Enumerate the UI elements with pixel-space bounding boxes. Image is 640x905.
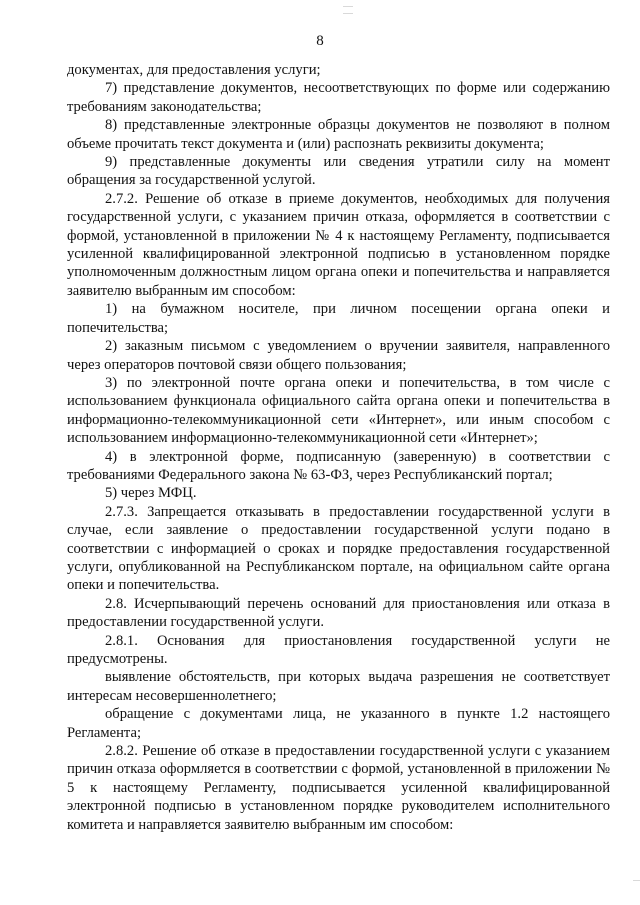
paragraph-continuation: документах, для предоставления услуги; (67, 62, 321, 78)
section-2-8-1: 2.8.1. Основания для приостановления государственной услуги не предусмотрены. (67, 632, 610, 667)
scan-mark-top-2 (343, 13, 353, 14)
section-2-7-3: 2.7.3. Запрещается отказывать в предоставлении государственной услуги в случае, если заявление о предоставлении государственной услуги подано в соответствии с информацией о сроках и порядке предоставления государственной услуги, опубликованной на Республиканском портале, на официальном сайте органа опеки и попечительства. (67, 503, 610, 594)
document-body (67, 61, 610, 834)
page-number: 8 (316, 33, 324, 49)
section-2-7-2: 2.7.2. Решение об отказе в приеме документов, необходимых для получения государственной услуги, с указанием причин отказа, оформляется в соответствии с формой, установленной в приложении № 4 к настоящему Регламенту, подписывается усиленной квалифицированной электронной подписью в установленном порядке уполномоченным должностным лицом органа опеки и попечительства и направляется заявителю выбранным им способом: (67, 190, 610, 299)
ground-item-2: обращение с документами лица, не указанного в пункте 1.2 настоящего Регламента; (67, 706, 610, 741)
list-item-8: 8) представленные электронные образцы документов не позволяют в полном объеме прочитать текст документа и (или) распознать реквизиты документа; (67, 117, 610, 152)
method-item-4: 4) в электронной форме, подписанную (заверенную) в соответствии с требованиями Федерального закона № 63-ФЗ, через Республиканский портал; (67, 448, 610, 483)
scan-mark-right (633, 880, 640, 881)
section-2-8: 2.8. Исчерпывающий перечень оснований для приостановления или отказа в предоставлении государственной услуги. (67, 595, 610, 631)
section-2-8-2: 2.8.2. Решение об отказе в предоставлении государственной услуги с указанием причин отказа оформляется в соответствии с формой, установленной в приложении № 5 к настоящему Регламенту, подписывается усиленной квалифицированной электронной подписью в установленном порядке руководителем исполнительного комитета и направляется заявителю выбранным им способом: (67, 743, 610, 833)
method-item-2: 2) заказным письмом с уведомлением о вручении заявителя, направленного через операторов почтовой связи общего пользования; (67, 338, 610, 373)
list-item-7: 7) представление документов, несоответствующих по форме или содержанию требованиям законодательства; (67, 80, 610, 115)
method-item-5: 5) через МФЦ. (105, 485, 197, 502)
ground-item-1: выявление обстоятельств, при которых выдача разрешения не соответствует интересам несовершеннолетнего; (67, 669, 610, 704)
method-item-3: 3) по электронной почте органа опеки и попечительства, в том числе с использованием функционала официального сайта органа опеки и попечительства в информационно-телекоммуникационной сети «Интернет», или иным способом с использованием информационно-телекоммуникационной сети «Интернет»; (67, 374, 610, 447)
method-item-1: 1) на бумажном носителе, при личном посещении органа опеки и попечительства; (67, 301, 610, 336)
list-item-9: 9) представленные документы или сведения утратили силу на момент обращения за государственной услугой. (67, 154, 610, 189)
scan-mark-top (343, 6, 353, 7)
